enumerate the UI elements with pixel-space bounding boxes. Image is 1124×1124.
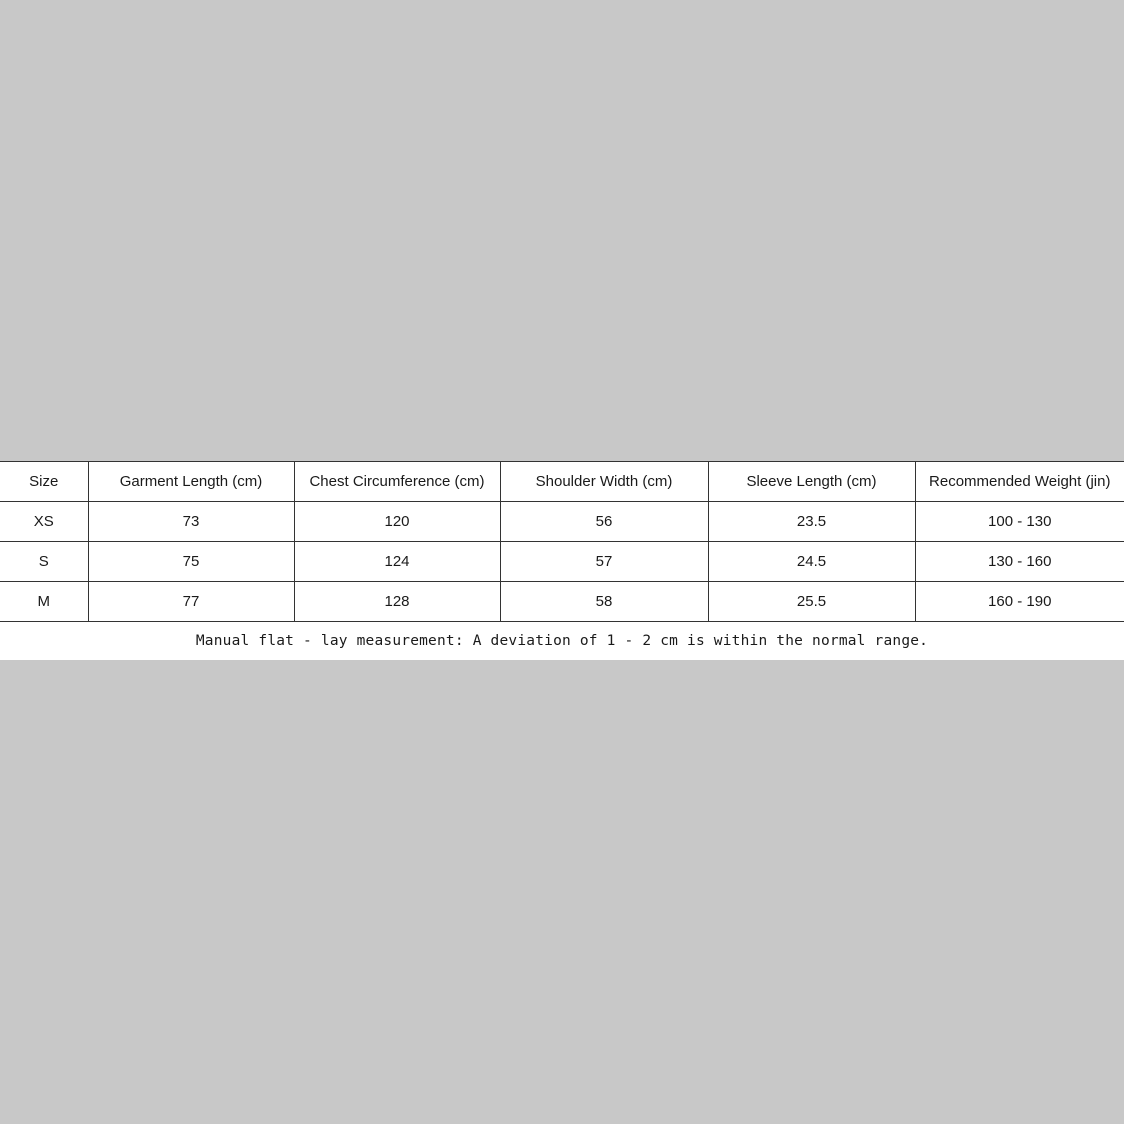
column-header-sleeve-length: Sleeve Length (cm) (708, 462, 915, 502)
column-header-size: Size (0, 462, 88, 502)
table-row (0, 542, 1124, 582)
column-header-shoulder-width: Shoulder Width (cm) (500, 462, 708, 502)
cell-chest-circumference: 124 (294, 542, 500, 582)
cell-recommended-weight: 160 - 190 (915, 582, 1124, 622)
cell-recommended-weight: 100 - 130 (915, 502, 1124, 542)
cell-chest-circumference: 128 (294, 582, 500, 622)
cell-shoulder-width: 58 (500, 582, 708, 622)
cell-sleeve-length: 24.5 (708, 542, 915, 582)
cell-garment-length: 77 (88, 582, 294, 622)
column-header-recommended-weight: Recommended Weight (jin) (915, 462, 1124, 502)
table-row (0, 502, 1124, 542)
cell-shoulder-width: 56 (500, 502, 708, 542)
size-chart-container (0, 461, 1124, 660)
cell-sleeve-length: 23.5 (708, 502, 915, 542)
header-row (0, 462, 1124, 502)
measurement-note: Manual flat - lay measurement: A deviation of 1 - 2 cm is within the normal range. (0, 622, 1124, 660)
cell-chest-circumference: 120 (294, 502, 500, 542)
cell-shoulder-width: 57 (500, 542, 708, 582)
cell-size: M (0, 582, 88, 622)
cell-size: XS (0, 502, 88, 542)
cell-sleeve-length: 25.5 (708, 582, 915, 622)
cell-recommended-weight: 130 - 160 (915, 542, 1124, 582)
table-header (0, 462, 1124, 502)
cell-size: S (0, 542, 88, 582)
cell-garment-length: 73 (88, 502, 294, 542)
column-header-garment-length: Garment Length (cm) (88, 462, 294, 502)
cell-garment-length: 75 (88, 542, 294, 582)
column-header-chest-circumference: Chest Circumference (cm) (294, 462, 500, 502)
measurement-note-row (0, 622, 1124, 660)
size-chart-table (0, 461, 1124, 660)
table-body (0, 502, 1124, 660)
table-row (0, 582, 1124, 622)
